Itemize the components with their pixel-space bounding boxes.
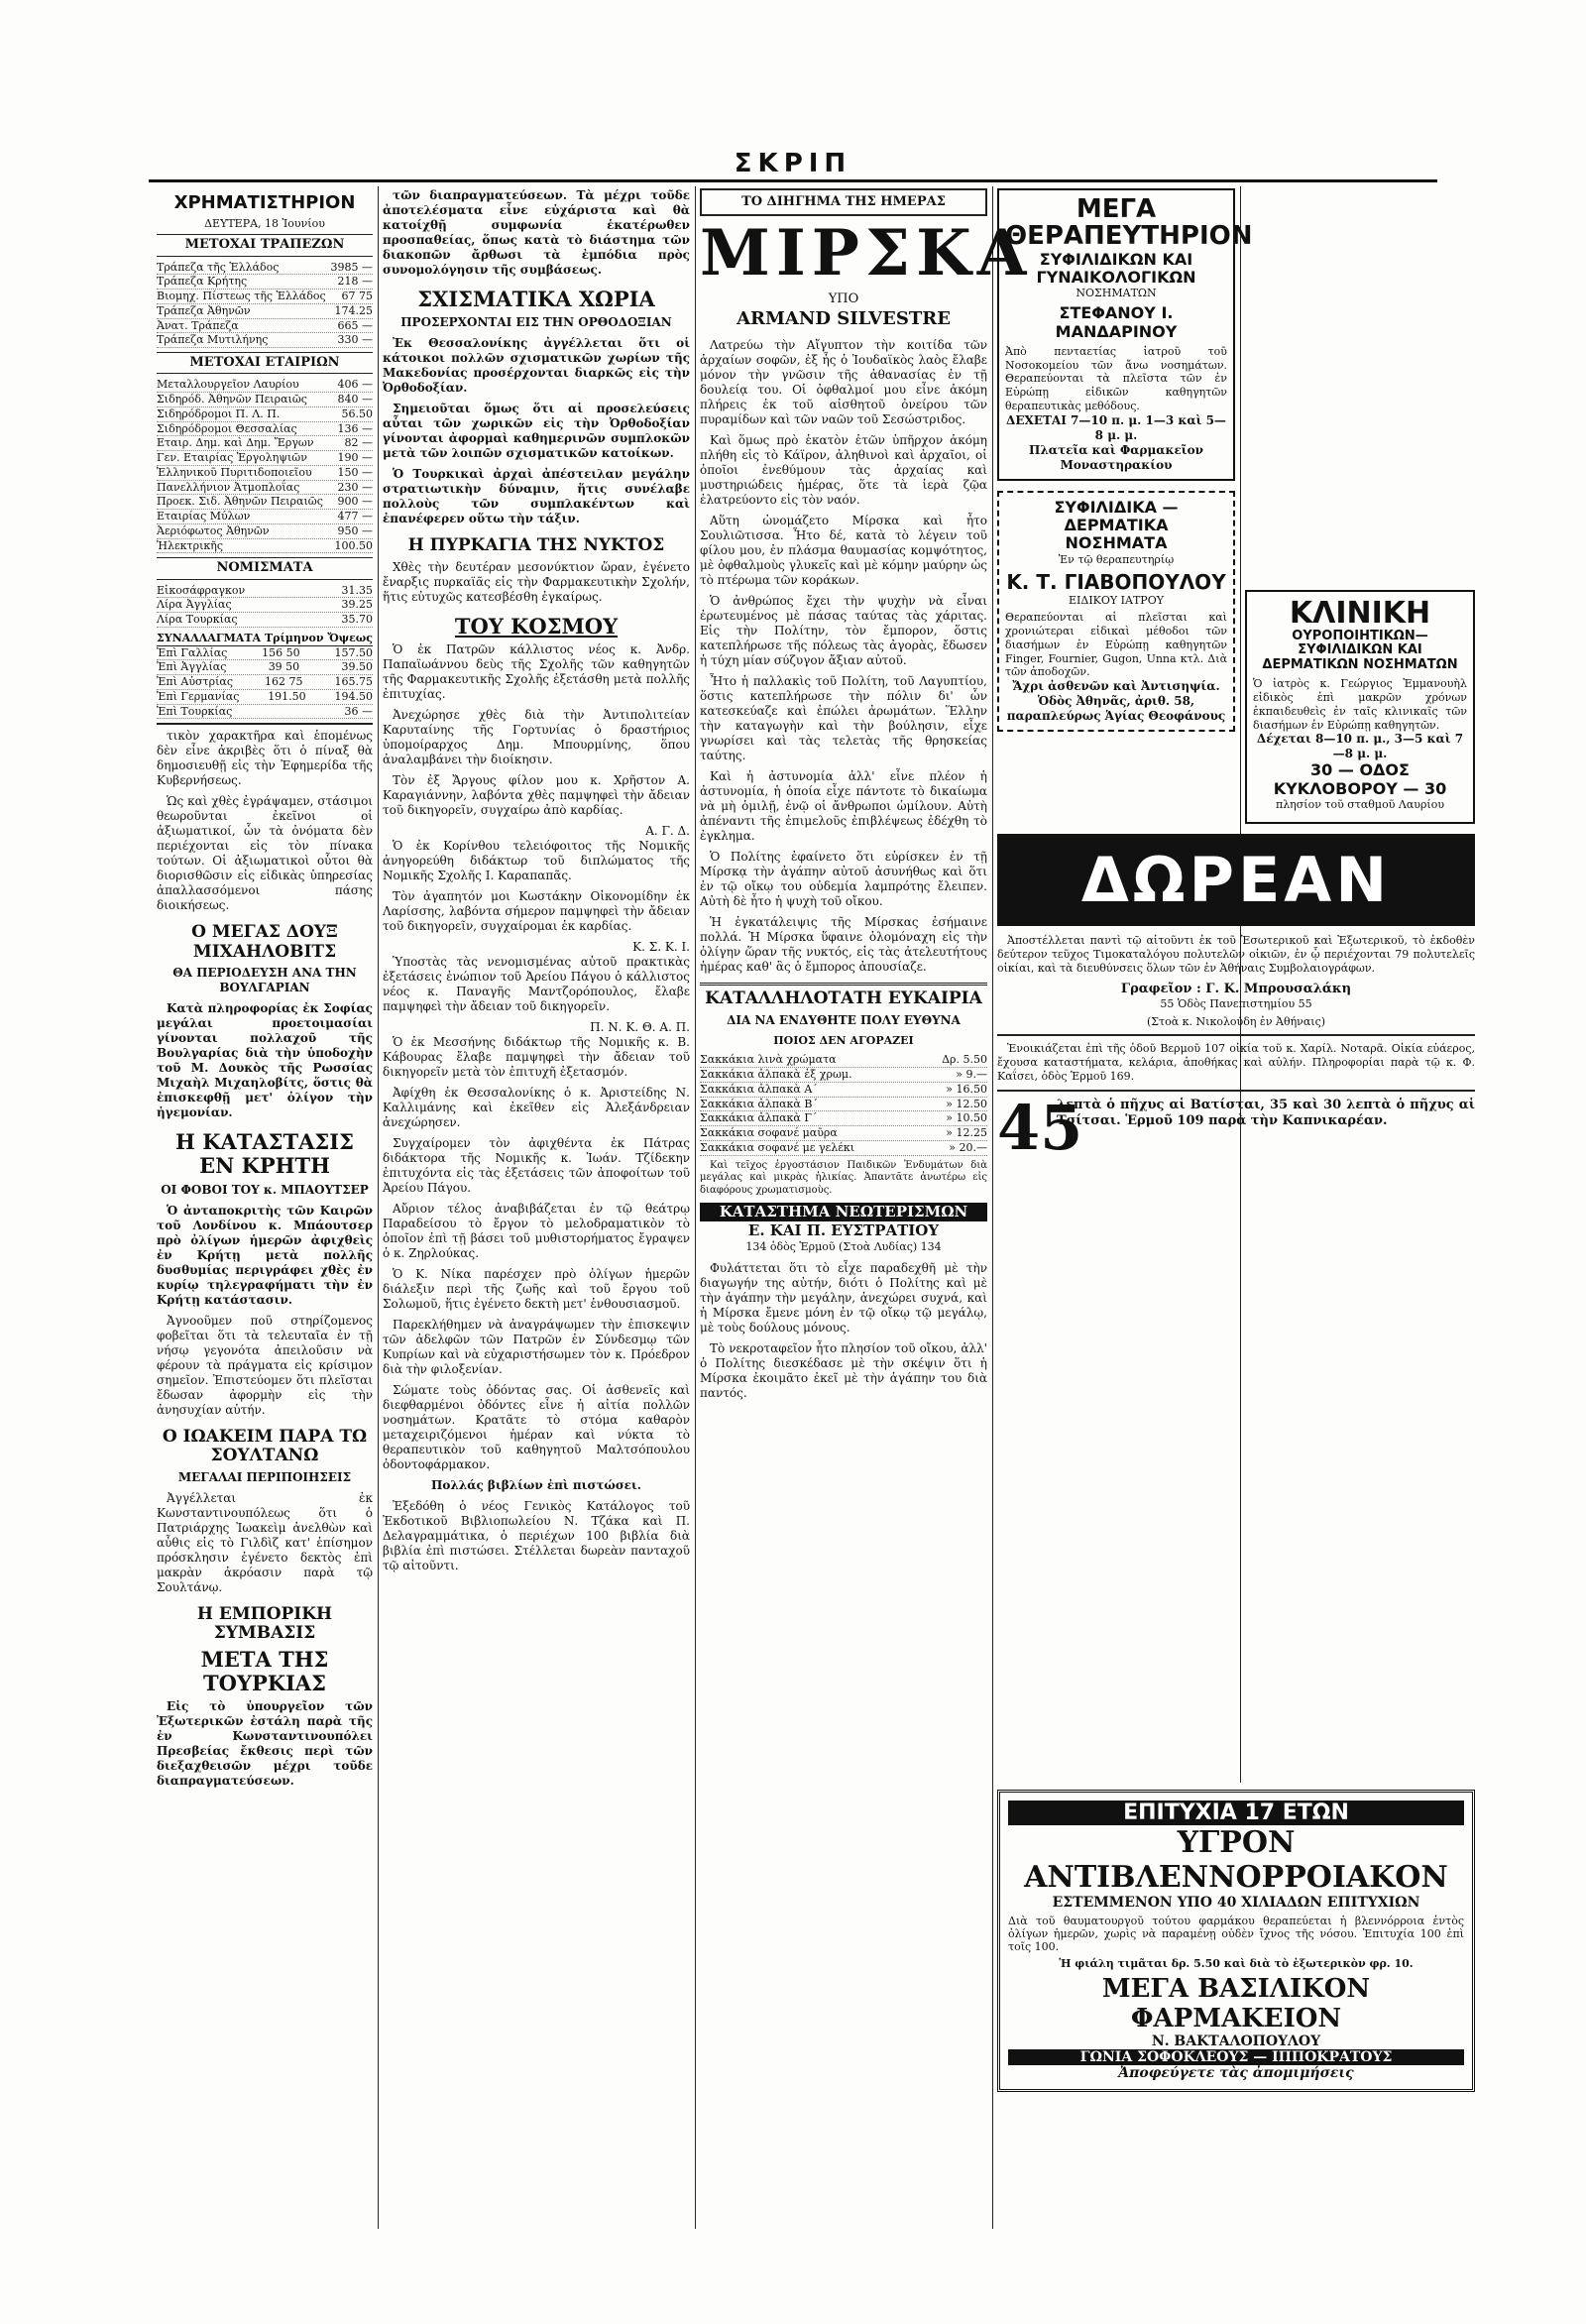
shop-address: 134 ὁδὸς Ἑρμοῦ (Στοὰ Λυδίας) 134 [745,1239,942,1253]
fx-heading: ΣΥΝΑΛΛΑΓΜΑΤΑ [157,631,262,644]
story-paragraph: Καὶ ἡ ἀστυνομία ἀλλ' εἶνε πλέον ἡ ἀστυνομία, ἡ ὁποία εἶχε πάντοτε τὸ δικαίωμα νὰ μὴ ὁμιλῇ, ἐνῷ οἱ ἄνθρωποι ὡμίλουν. Αὐτὴ ἀπέναντι τῆς ἐπιμελοῦς ἐπιβλέψεως ἐδέχθη τὸ ἐγκλημα. [700,769,987,843]
fabric-ad-text: λεπτὰ ὁ πῆχυς αἱ Βατίσται, 35 καὶ 30 λεπτὰ ὁ πῆχυς αἱ Τσίτσαι. Ἑρμοῦ 109 παρὰ τὴν Καπνικαρέαν. [1057,1097,1475,1128]
article-paragraph: Τὸν ἐξ Ἄργους φίλον μου κ. Χρῆστον Α. Καραγιάννην, λαβόντα χθὲς παμψηφεὶ τὴν ἄδειαν τοῦ δικηγορεῖν, συγχαίρω ἀπὸ καρδίας. [383,772,690,817]
subheadline-duke: ΘΑ ΠΕΡΙΟΔΕΥΣΗ ΑΝΑ ΤΗΝ ΒΟΥΛΓΑΡΙΑΝ [172,966,357,995]
article-paragraph: Σώματε τοὺς ὀδόντας σας. Οἱ ἀσθενεῖς καὶ διεφθαρμένοι ὀδόντες εἶνε ἡ αἰτία πολλῶν νοσημάτων. Κρατᾶτε τὸ στόμα καθαρὸν μεταχειριζόμενοι ἡμέραν καὶ νύκτα τὸ θεραπευτικὸν τοῦ καθηγητοῦ Μαλτσόπουλου ὀδοντοφάρμακον. [383,1382,690,1471]
pharmacy-ad-warning: Ἀποφεύγετε τὰς ἀπομιμήσεις [1118,2065,1354,2081]
company-row-name: Σιδηρόδρομοι Θεσσαλίας [157,421,297,435]
free-sign: Γραφεῖον : Γ. Κ. Μπρουσαλάκη [1120,981,1352,996]
bank-row-name: Τράπεζα Κρήτης [157,275,248,289]
company-row-value: 900 — [337,495,373,509]
fx-row-name: Ἐπὶ Τουρκίας [157,704,233,718]
column-1 [157,188,373,2221]
company-row-name: Πανελλήνιον Ἀτμοπλοΐας [157,480,300,494]
pharmacy-ad-product: ΥΓΡΟΝ ΑΝΤΙΒΛΕΝΝΟΡΡΟΙΑΚΟΝ [1024,1825,1448,1895]
company-row-value: 950 — [337,523,373,537]
companies-table [157,378,373,553]
company-row-value: 100.50 [334,538,373,552]
fx-row [157,690,373,705]
column-rule [992,186,993,2229]
bank-row [157,275,373,290]
story-of-day-box: ΤΟ ΔΙΗΓΗΜΑ ΤΗΣ ΗΜΕΡΑΣ [700,188,987,216]
ad-clinic [1245,590,1475,824]
fx-row [157,705,373,720]
fx-row [157,646,373,661]
company-row-value: 230 — [337,480,373,494]
company-row-name: Μεταλλουργεῖον Λαυρίου [157,378,299,392]
story-paragraph: Τὸ νεκροταφεῖον ἦτο πλησίον τοῦ οἴκου, ἀλλ' ὁ Πολίτης διεσκέδασε μὲ τὴν σκέψιν ὅτι ἡ Μίρσκα ἐκοιμᾶτο ἐκεῖ μὲ τὴν ἀγάπην του διὰ παντός. [700,1341,987,1401]
bank-row-value: 174.25 [334,303,373,317]
fx-col-a: Τρίμηνον [264,631,324,644]
bank-row [157,319,373,334]
company-row [157,393,373,407]
books-heading: Πολλάς βιβλίων ἐπὶ πιστώσει. [431,1477,641,1492]
company-row [157,407,373,422]
ads-left [997,188,1253,834]
ad-therapy-text: Ἀπὸ πενταετίας ἰατροῦ τοῦ Νοσοκομείου τῶν ἄνω νοσημάτων. Θεραπεύονται τὰ πλεῖστα τῶν ἐν Εὐρώπῃ εἰδικῶν καθηγητῶν θεραπευτικὰς μεθόδους. [1005,344,1227,412]
company-row-value: 406 — [337,378,373,392]
fx-table [157,646,373,720]
signature: Κ. Σ. Κ. Ι. [632,939,690,954]
article-paragraph: Τὸν ἀγαπητόν μοι Κωστάκην Οἰκονομίδην ἐκ Λαρίσσης, λαβόντα σήμερον παμψηφεὶ τὴν ἄδειαν τοῦ δικηγορεῖν, συγχαίρομαι ἐκ καρδίας. [383,888,690,933]
currency-row-name: Εἰκοσάφραγκον [157,583,246,597]
ad-therapy [997,188,1253,481]
bank-row [157,290,373,304]
price-row-price: » 10.50 [946,1111,987,1125]
company-row-name: Προεκ. Σιδ. Ἀθηνῶν Πειραιῶς [157,495,323,509]
company-row [157,451,373,466]
ad-syphilis-role: ΕΙΔΙΚΟΥ ΙΑΤΡΟΥ [1069,593,1164,607]
rent-text: Ἐνοικιάζεται ἐπὶ τῆς ὁδοῦ Βερμοῦ 107 οἰκία τοῦ κ. Χαρίλ. Νοταρᾶ. Οἰκία εὐάερος, ἔχουσα καταστήματα, κελάρια, ἀποθήκας καὶ αὐλήν. Πληροφορίαι παρὰ τῷ κ. Φ. Καΐσει, ὁδὸς Ἑρμοῦ 169. [997,1042,1475,1083]
company-row-value: 82 — [344,436,373,450]
subheadline-iakeim: ΜΕΓΑΛΑΙ ΠΕΡΙΠΟΙΗΣΕΙΣ [177,1469,352,1484]
company-row [157,378,373,393]
price-row-name: Σακκάκια λινὰ χρώματα [700,1053,837,1067]
price-row [700,1126,987,1141]
story-author: ARMAND SILVESTRE [736,307,951,329]
ad-syphilis [997,491,1235,732]
column-3 [700,188,1033,2221]
ad-syphilis-hours: Ἄχρι ἀσθενῶν καὶ Ἀντισηψία. [1012,679,1220,694]
company-row [157,539,373,554]
bank-row-name: Βιομηχ. Πίστεως τῆς Ἑλλάδος [157,290,326,302]
fx-row-name: Ἐπὶ Αὐστρίας [157,675,234,688]
masthead-title: ΣΚΡΙΠ [734,149,852,178]
ad-syphilis-name: Κ. Τ. ΓΙΑΒΟΠΟΥΛΟΥ [1006,569,1226,594]
fx-row-b: 194.50 [334,689,373,703]
article-paragraph: Αὔριον τέλος ἀναβιβάζεται ἐν τῷ θεάτρῳ Παραδείσου τὸ ἔργον τὸ μελοδραματικὸν τὸ ὁποῖον ἐπὶ τῇ βάσει τοῦ μυθιστορήματος ἔγραψεν ὁ κ. Ζηρλούκας. [383,1201,690,1260]
exchange-title: ΧΡΗΜΑΤΙΣΤΗΡΙΟΝ [173,192,356,213]
article-paragraph: Ὑποστὰς τὰς νενομισμένας αὐτοῦ πρακτικὰς ἐξετάσεις ἐνώπιον τοῦ Ἀρείου Πάγου ὁ κάλλιστος νέος κ. Παναγῆς Μαντζορόπουλος, ἔλαβε παμψηφεὶ τὴν ἄδειαν τοῦ δικηγορεῖν. [383,954,690,1013]
shop-owner: Ε. ΚΑΙ Π. ΕΥΣΤΡΑΤΙΟΥ [747,1220,940,1239]
story-paragraph: Ἦτο ἡ παλλακὶς τοῦ Πολίτη, τοῦ Λαγυπτίου, ὅστις κατεπλήρωσε τὴν πόλιν δι' ὧν κατεσκεύαζε καὶ ἐπώλει ἀρωμάτων. Ἕλλην τὴν καταγωγὴν καὶ τὴν βούλησιν, εἶχε γνωρίσει καὶ τὰς τελετὰς τῆς θρησκείας ταύτης. [700,674,987,762]
fx-row-name: Ἐπὶ Γαλλίας [157,645,228,659]
article-paragraph: τικὸν χαρακτῆρα καὶ ἑπομένως δὲν εἶνε ἀκριβὲς ὅτι ὁ πίναξ θὰ δημοσιευθῇ εἰς τὴν Ἐφημερίδα τῆς Κυβερνήσεως. [157,729,373,788]
ad-therapy-hours: ΔΕΧΕΤΑΙ 7—10 π. μ. 1—3 καὶ 5—8 μ. μ. [1006,412,1226,442]
price-row [700,1141,987,1156]
signature: Α. Γ. Δ. [645,823,690,838]
free-address: 55 Ὁδὸς Πανεπιστημίου 55 [1160,996,1312,1010]
pharmacy-ad-corner: ΓΩΝΙΑ ΣΟΦΟΚΛΕΟΥΣ — ΙΠΠΟΚΡΑΤΟΥΣ [1008,2049,1464,2065]
fx-row-b: 36 — [344,704,373,718]
story-paragraph: Ὁ ἀνθρώπος ἔχει τὴν ψυχὴν νὰ εἶναι ἐρωτευμένος μὲ πάσας ταύτας τὰς χάριτας. Εἰς τὴν Πολίτην, τὸν ἔμπορον, ὅστις κατεπλήρωσε τῆς πόλεως τὰς ἀγορὰς, ἔδωσεν ἡ τύχη μίαν σύζυγον ἄξιαν αὐτοῦ. [700,594,987,667]
currency-row-name: Λίρα Ἀγγλίας [157,598,232,612]
bank-row-value: 218 — [337,275,373,289]
bank-row-name: Τράπεζα Ἀθηνῶν [157,303,251,317]
free-address2: (Στοὰ κ. Νικολούδη ἐν Ἀθήναις) [1146,1014,1326,1028]
ad-clinic-text: Ὁ ἰατρὸς κ. Γεώργιος Ἐμμανουὴλ εἰδικὸς ἐπὶ μακρῶν χρόνων ἐκπαιδευθεὶς ἐν ταῖς κλινικαῖς τῶν διασήμων ἐν Εὐρώπῃ καθηγητῶν. [1253,677,1467,732]
column-2 [383,188,690,2221]
pharmacy-ad-tagline: ΕΣΤΕΜΜΕΝΟΝ ΥΠΟ 40 ΧΙΛΙΑΔΩΝ ΕΠΙΤΥΧΙΩΝ [1052,1895,1420,1911]
subheadline-crete: ΟΙ ΦΟΒΟΙ ΤΟΥ κ. ΜΠΑΟΥΤΣΕΡ [161,1182,369,1197]
article-paragraph: Συγχαίρομεν τὸν ἀφιχθέντα ἐκ Πάτρας διδάκτορα τῆς Νομικῆς κ. Ἰωάν. Τζίδεκην ἐπιτυχόντα εἰς τὰς ἐξετάσεις τῶν ἀποφοίτων τοῦ Ἀρείου Πάγου. [383,1135,690,1195]
article-paragraph: Ὁ Τουρκικαὶ ἀρχαὶ ἀπέστειλαν μεγάλην στρατιωτικὴν δύναμιν, ἥτις συνέλαβε πολλοὺς τῶν συμπλακέντων καὶ ἐπανέφερεν οὕτω τὴν τάξιν. [383,467,690,526]
company-row-name: Εταιρίας Μύλων [157,510,251,523]
fabric-ad [997,1091,1475,1164]
company-row-value: 150 — [337,465,373,479]
ad-syphilis-address: Ὁδὸς Ἀθηνᾶς, ἀριθ. 58, παραπλεύρως Ἁγίας Θεοφάνους [1006,694,1226,724]
fx-row-a: 156 50 [262,645,300,659]
company-row-name: Σιδηρόδ. Ἀθηνῶν Πειραιῶς [157,393,307,406]
price-row-name: Σακκάκια σοφανέ με γελέκι [700,1140,855,1154]
column-rule [695,186,696,2229]
ad-syphilis-text: Θεραπεύονται αἱ πλεῖσται καὶ χρονιώτεραι εἰδικαὶ μέθοδοι τῶν διασήμων ἐν Εὐρώπῃ καθηγητῶν Finger, Fournier, Gugon, Unna κτλ. Διὰ τῶν ἀποδοχῶν. [1005,611,1227,679]
article-paragraph: Ὁ ἐκ Πατρῶν κάλλιστος νέος κ. Ἀνδρ. Παπαϊωάννου δεὺς τῆς Σχολῆς τῶν καθηγητῶν τῆς Φαρμακευτικῆς Σχολῆς ἐξετάσθη μετὰ πολλῆς ἐπιτυχίας. [383,641,690,701]
currency-row [157,584,373,599]
ads-right [1245,188,1475,834]
fx-row-a: 39 50 [268,660,300,674]
bank-row-value: 3985 — [330,260,373,274]
story-paragraph: Φυλάττεται ὅτι τὸ εἶχε παραδεχθῆ μὲ τὴν διαγωγήν της αὐτήν, διότι ὁ Πολίτης καὶ μὲ τὴν ἀγάπην τὴν μεγάλην, ἀνεχώρει συχνά, καὶ ἡ Μίρσκα ἔμενε μόνη ἐν τῷ οἴκῳ τῷ μεγάλῳ, μὲ τοὺς δούλους μόνους. [700,1261,987,1336]
price-row-price: » 12.50 [946,1097,987,1110]
ad-therapy-address: Πλατεῖα καὶ Φαρμακεῖον Μοναστηρακίου [1029,442,1203,472]
free-text: Ἀποστέλλεται παντὶ τῷ αἰτοῦντι ἐκ τοῦ Ἐσωτερικοῦ καὶ Ἐξωτερικοῦ, τὸ ἐκδοθὲν δεύτερον τεῦχος Τιμοκαταλόγου πολυτελῶν οἰκιῶν, ἐν ᾧ περιέχονται 79 πολυτελεῖς οἰκίαι, καὶ τὰ διευθύνσεις ὅλων τῶν ἐν Ἀθήναις Συμβολαιογράφων. [997,934,1475,975]
company-row-name: Ἑλληνικοῦ Πυριτιδοποιεῖου [157,465,312,479]
company-row-name: Γεν. Εταιρίας Ἐργοληψιῶν [157,451,307,464]
company-row-name: Ἠλεκτρικῆς [157,538,224,552]
clothing-ad-title: ΚΑΤΑΛΛΗΛΟΤΑΤΗ ΕΥΚΑΙΡΙΑ [705,988,982,1008]
fabric-ad-number: 45 [997,1091,1083,1164]
article-paragraph: Ὁ ἐκ Κορίνθου τελειόφοιτος τῆς Νομικῆς ἀνηγορεύθη διδάκτωρ τοῦ διπλώματος τῆς Νομικῆς Σχολῆς Ι. Καραπαπᾶς. [383,838,690,882]
exchange-date: ΔΕΥΤΕΡΑ, 18 Ἰουνίου [204,216,325,230]
price-row [700,1068,987,1083]
story-paragraph: Αὕτη ὠνομάζετο Μίρσκα καὶ ἦτο Σουλιῶτισσα. Ἦτο δέ, κατὰ τὸ λέγειν τοῦ φίλου μου, ἐν πλάσμα θαυμασίας κομψότητος, μὲ ὀφθαλμοὺς γλυκεῖς καὶ μὲ κόμην μαύρην ὡς τὸ πτέρωμα τῶν κοράκων. [700,514,987,587]
bank-row-name: Τράπεζα Μυτιλήνης [157,333,269,347]
company-row [157,422,373,437]
company-row-value: 136 — [337,421,373,435]
pharmacy-ad-price: Ἡ φιάλη τιμᾶται δρ. 5.50 καὶ διὰ τὸ ἐξωτερικὸν φρ. 10. [1059,1957,1414,1970]
article-paragraph: Εἰς τὸ ὑπουργεῖον τῶν Ἐξωτερικῶν ἐστάλη παρὰ τῆς ἐν Κωνσταντινουπόλει Πρεσβείας ἔκθεσις περὶ τῶν διεξαχθεισῶν μέχρι τοῦδε διαπραγματεύσεων. [157,1699,373,1789]
article-paragraph: τῶν διαπραγματεύσεων. Τὰ μέχρι τοῦδε ἀποτελέσματα εἶνε εὐχάριστα καὶ θὰ κατοίχθῇ συμφωνία ἑκατέρωθεν προσπαθείας, ὅπως κατὰ τὸ διάστημα τῶν διακοπῶν ἄρθωσι τὰ ἐμπόδια πρὸς συνομολόγησιν τῆς συμβάσεως. [383,188,690,277]
currency-row [157,613,373,628]
headline-fire: Η ΠΥΡΚΑΓΙΑ ΤΗΣ ΝΥΚΤΟΣ [407,535,665,556]
fx-row-name: Ἐπὶ Γερμανίας [157,689,240,703]
company-row [157,524,373,539]
headline-iakeim: Ο ΙΩΑΚΕΙΜ ΠΑΡΑ ΤΩ ΣΟΥΛΤΑΝΩ [162,1426,368,1466]
fx-row-b: 157.50 [334,645,373,659]
pharmacy-ad-owner: Ν. ΒΑΚΤΑΛΟΠΟΥΛΟΥ [1151,2034,1321,2049]
story-paragraph: Ἡ ἐγκατάλειψις τῆς Μίρσκας ἐσήμαινε πολλά. Ἡ Μίρσκα ὕφαινε ὁλομόναχη εἰς τὴν ὀλίγην ὥραν τῆς νυκτός, εἰς τὰς ἀτελευτήτους ἡμέρας καθ' ἃς ὁ ἔμπορος ἀπουσίαζε. [700,915,987,974]
price-row-name: Σακκάκια ἀλπακὰ Β΄ [700,1097,818,1110]
price-row-name: Σακκάκια ἀλπακὰ Γ΄ [700,1111,818,1125]
ad-syphilis-sub: ΝΟΣΗΜΑΤΑ [1065,533,1168,553]
column-ads [997,188,1475,1785]
story-paragraph: Λατρεύω τὴν Αἴγυπτον τὴν κοιτίδα τῶν ἀρχαίων σοφῶν, ἐξ ἧς ὁ Ἰουδαϊκὸς λαὸς ἔλαβε μόνον τὴν γνῶσιν τῆς ἀθανασίας ἐν τῇ δουλείᾳ του. Οἱ ὀφθαλμοί μου εἶνε ἀκόμη πλήρεις ἐκ τοῦ αἰσθητοῦ ὀνείρου τῶν πυραμίδων καὶ τῶν ναῶν τοῦ Σεσώστριδος. [700,338,987,426]
currency-row-name: Λίρα Τουρκίας [157,613,238,626]
company-row [157,495,373,510]
headline-crete: Η ΚΑΤΑΣΤΑΣΙΣ ΕΝ ΚΡΗΤΗ [175,1129,354,1179]
article-paragraph: Ἀγγέλλεται ἐκ Κωνσταντινουπόλεως ὅτι ὁ Πατριάρχης Ἰωακεὶμ ἀνελθὼν καὶ αὖθις εἰς τὸ Γιλδὶζ κατ' ἐπίσημον πρόσκλησιν ἐγένετο δεκτὸς ἐπὶ μακρὰν ἀκρόασιν παρὰ τῷ Σουλτάνῳ. [157,1490,373,1594]
article-paragraph: Ὁ Κ. Νίκα παρέσχεν πρὸ ὀλίγων ἡμερῶν διάλεξιν περὶ τῆς ζωῆς καὶ τοῦ ἔργου τοῦ Σολωμοῦ, ἥτις ἐγένετο δεκτὴ μετ' ἐνθουσιασμοῦ. [383,1266,690,1311]
article-paragraph: Ἀγνοοῦμεν ποῦ στηρίζομενος φοβεῖται ὅτι τὰ τελευταῖα ἐν τῇ νήσῳ γεγονότα ἀπειλοῦσιν νὰ φέρουν τὰ πράγματα εἰς κρίσιμον σημεῖον. Ἐπιστεύομεν ὅτι πλεῖσται ἔδωσαν ἀφορμὴν εἰς τὴν ἀνησυχίαν αὐτήν. [157,1313,373,1417]
headline-world: ΤΟΥ ΚΟΣΜΟΥ [454,613,619,639]
company-row [157,510,373,524]
price-row-name: Σακκάκια ἀλπακὰ Α΄ [700,1082,818,1096]
price-row-price: » 9.— [956,1068,987,1082]
ad-therapy-sub2: ΝΟΣΗΜΑΤΩΝ [1076,287,1157,300]
article-paragraph: Κατὰ πληροφορίας ἐκ Σοφίας μεγάλαι προετοιμασίαι γίνονται πολλαχοῦ τῆς Βουλγαρίας διὰ τὴν ὑποδοχὴν τοῦ Μ. Δουκὸς τῆς Ρωσσίας Μιχαὴλ Μιχαηλοβίτς, ὅστις θὰ ἐπισκεφθῇ μετ' ὀλίγον τὴν ἡγεμονίαν. [157,1001,373,1120]
price-row-name: Σακκάκια σοφανέ μαῦρα [700,1126,838,1140]
article-paragraph: Ἀφίχθη ἐκ Θεσσαλονίκης ὁ κ. Ἀριστείδης Ν. Καλλιμάνης καὶ ἐκεῖθεν εἰς Ἀλεξάνδρειαν ἀνεχώρησεν. [383,1085,690,1129]
fx-row-b: 39.50 [341,660,373,674]
banks-heading: ΜΕΤΟΧΑΙ ΤΡΑΠΕΖΩΝ [157,234,373,256]
company-row-value: 190 — [337,451,373,464]
bank-row-name: Τράπεζα τῆς Ἑλλάδος [157,260,280,274]
currency-row [157,598,373,613]
clothing-price-list [700,1053,987,1155]
article-paragraph: Ὁ ἐκ Μεσσήνης διδάκτωρ τῆς Νομικῆς κ. Β. Κάβουρας ἔλαβε παμψηφεὶ τὴν ἄδειαν τοῦ δικηγορεῖν μετὰ τὸν ἐπιτυχῆ ἐξετασμόν. [383,1034,690,1079]
pharmacy-ad-name: ΜΕΓΑ ΒΑΣΙΛΙΚΟΝ ΦΑΡΜΑΚΕΙΟΝ [1101,1974,1371,2034]
masthead [149,149,1437,182]
price-row [700,1098,987,1112]
ad-therapy-title: ΜΕΓΑ ΘΕΡΑΠΕΥΤΗΡΙΟΝ [1005,194,1253,252]
companies-heading: ΜΕΤΟΧΑΙ ΕΤΑΙΡΙΩΝ [157,352,373,374]
fx-row-a: 162 75 [265,675,303,688]
subheadline-trade: ΜΕΤΑ ΤΗΣ ΤΟΥΡΚΙΑΣ [200,1646,329,1695]
bank-row-value: 665 — [337,318,373,332]
fx-row [157,675,373,690]
fx-row [157,660,373,675]
price-row [700,1111,987,1126]
currency-row-value: 31.35 [341,583,373,597]
currency-table [157,584,373,628]
bank-row-value: 67 75 [341,290,373,302]
ad-clinic-title: ΚΛΙΝΙΚΗ [1289,596,1431,631]
company-row-value: 56.50 [341,407,373,420]
free-banner: ΔΩΡΕΑΝ [997,834,1475,927]
column-rule [378,186,379,2229]
article-paragraph: Ἐκ Θεσσαλονίκης ἀγγέλλεται ὅτι οἱ κάτοικοι πολλῶν σχισματικῶν χωρίων τῆς Μακεδονίας προσέρχονται διαρκῶς εἰς τὴν Ὀρθοδοξίαν. [383,336,690,396]
story-byline: ΥΠΟ [828,291,859,307]
fx-row-name: Ἐπὶ Ἀγγλίας [157,660,227,674]
ad-therapy-name: ΣΤΕΦΑΝΟΥ Ι. ΜΑΝΔΑΡΙΝΟΥ [1055,303,1178,341]
pharmacy-ad-success: ΕΠΙΤΥΧΙΑ 17 ΕΤΩΝ [1008,1801,1464,1825]
price-row-name: Σακκάκια ἀλπακὰ ἐξ χρωμ. [700,1068,852,1082]
ad-clinic-address: 30 — ΟΔΟΣ ΚΥΚΛΟΒΟΡΟΥ — 30 [1273,760,1447,798]
clothing-ad [700,983,987,1253]
clothing-ad-sub: ΔΙΑ ΝΑ ΕΝΔΥΘΗΤΕ ΠΟΛΥ ΕΥΘΥΝΑ [727,1012,961,1027]
story-paragraph: Ὁ Πολίτης ἐφαίνετο ὅτι εὑρίσκεν ἐν τῇ Μίρσκᾳ τὴν ἀγάπην αὐτοῦ ἀσυνήθως καὶ ὅτι ἐν τῷ οἴκῳ του οὐδεμία λαμπρότης ἔλειπεν. Αὐτὴ δὲ ἦτο ἡ ψυχὴ τοῦ οἴκου. [700,850,987,908]
currency-row-value: 39.25 [341,598,373,612]
ad-therapy-sub: ΣΥΦΙΛΙΔΙΚΩΝ ΚΑΙ ΓΥΝΑΙΚΟΛΟΓΙΚΩΝ [1036,249,1196,287]
article-paragraph: Χθὲς τὴν δευτέραν μεσονύκτιον ὥραν, ἐγένετο ἔναρξις πυρκαϊᾶς εἰς τὴν Φαρμακευτικὴν Σχολήν, ἥτις εὐτυχῶς κατεσβέσθη ἐγκαίρως. [383,559,690,604]
company-row [157,436,373,451]
pharmacy-ad [997,1790,1475,2092]
price-row-price: » 12.25 [946,1126,987,1140]
company-row [157,466,373,481]
ad-clinic-hours: Δέχεται 8—10 π. μ., 3—5 καὶ 7—8 μ. μ. [1256,732,1464,761]
fx-col-b: Ὄψεως [327,631,373,644]
company-row-name: Εταιρ. Δημ. καὶ Δημ. Ἔργων [157,436,314,450]
clothing-ad-note: Καὶ τεῖχος ἐργοστάσιον Παιδικῶν Ἐνδυμάτων διὰ μεγάλας καὶ μικρὰς ἡλικίας. Ἀπαντᾶτε ἀνωτέρω εἰς διαφόρους χρωματισμοὺς. [700,1159,987,1196]
signature: Π. Ν. Κ. Θ. Α. Π. [590,1019,690,1034]
shop-name: ΚΑΤΑΣΤΗΜΑ ΝΕΩΤΕΡΙΣΜΩΝ [700,1203,987,1221]
fx-row-a: 191.50 [268,689,306,703]
fx-row-b: 165.75 [334,675,373,688]
headline-trade: Η ΕΜΠΟΡΙΚΗ ΣΥΜΒΑΣΙΣ [196,1603,333,1644]
subheadline-schism: ΠΡΟΣΕΡΧΟΝΤΑΙ ΕΙΣ ΤΗΝ ΟΡΘΟΔΟΞΙΑΝ [400,315,672,330]
article-paragraph: Ἐξεδόθη ὁ νέος Γενικὸς Κατάλογος τοῦ Ἐκδοτικοῦ Βιβλιοπωλείου Ν. Τζάκα καὶ Π. Δελαγραμμάτικα, ὁ περιέχων 100 βιβλία διὰ βιβλία ἐπὶ πιστώσει. Στέλλεται δωρεὰν πανταχοῦ τῷ αἰτοῦντι. [383,1498,690,1572]
company-row [157,481,373,496]
pharmacy-ad-text: Διὰ τοῦ θαυματουργοῦ τούτου φαρμάκου θεραπεύεται ἡ βλεννόρροια ἐντὸς ὀλίγων ἡμερῶν, χωρὶς νὰ παραμένῃ οὐδὲν ἴχνος τῆς νόσου. Ἐπιτυχία 100 ἐπὶ τοῖς 100. [1008,1915,1464,1953]
ad-clinic-sub: ΟΥΡΟΠΟΙΗΤΙΚΩΝ—ΣΥΦΙΛΙΔΙΚΩΝ ΚΑΙ ΔΕΡΜΑΤΙΚΩΝ ΝΟΣΗΜΑΤΩΝ [1262,628,1458,673]
story-title: ΜΙΡΣΚΑ [700,216,1033,291]
story-paragraph: Καὶ ὅμως πρὸ ἑκατὸν ἐτῶν ὑπῆρχον ἀκόμη πλήθη εἰς τὸ Κάϊρον, ἀληθινοὶ καὶ ἀρχαῖοι, οἱ ὁποῖοι ἐνεθύμουν τὰς ἀρχαίας καὶ μυστηριώδεις ἡμέρας, ὅτε τὰ ἱερὰ ζῷα ἐλατρεύοντο εἰς τὸν ναόν. [700,433,987,507]
bank-row [157,333,373,348]
article-paragraph: Ὡς καὶ χθὲς ἐγράψαμεν, στάσιμοι θεωροῦνται ἐκεῖνοι οἱ ἀξιωματικοί, ὧν τὰ ὀνόματα δὲν περιέχονται εἰς τὸν πίνακα τούτων. Οἱ ἀξιωματικοὶ οὗτοι θὰ διορισθῶσιν εἰς εἰδικὰς ὑπηρεσίας ἀπαλλασσόμενοι πάσης διοικήσεως. [157,794,373,913]
bank-row-name: Ἀνατ. Τράπεζα [157,318,239,332]
company-row-value: 840 — [337,393,373,406]
price-row [700,1053,987,1068]
bank-row [157,261,373,276]
price-row-price: » 16.50 [946,1082,987,1096]
clothing-ad-sub2: ΠΟΙΟΣ ΔΕΝ ΑΓΟΡΑΖΕΙ [773,1033,914,1047]
banks-table [157,261,373,349]
company-row-name: Ἀεριόφωτος Ἀθηνῶν [157,523,270,537]
headline-schism: ΣΧΙΣΜΑΤΙΚΑ ΧΩΡΙΑ [417,287,655,311]
ad-syphilis-sub2: Ἐν τῷ θεραπευτηρίῳ [1058,552,1175,566]
article-paragraph: Σημειοῦται ὅμως ὅτι αἱ προσελεύσεις αὗται τῶν χωρικῶν εἰς τὴν Ὀρθοδοξίαν γίνονται ἀφορμαὶ καθημερινῶν συμπλοκῶν μετὰ τῶν λοιπῶν σχισματικῶν κατοίκων. [383,402,690,461]
company-row-name: Σιδηρόδρομοι Π. Λ. Π. [157,407,281,420]
article-paragraph: Ὁ ἀνταποκριτὴς τῶν Καιρῶν τοῦ Λονδίνου κ. Μπάουτσερ πρὸ ὀλίγων ἡμερῶν ἀφιχθεὶς ἐν Κρήτῃ μετὰ πολλῆς δυσθυμίας περιγράφει χθὲς ἐν κυρίῳ τηλεγραφήματι τὴν ἐν Κρήτῃ κατάστασιν. [157,1203,373,1307]
price-row-price: » 20.— [949,1140,987,1154]
price-row-price: Δρ. 5.50 [942,1053,987,1067]
bank-row [157,304,373,319]
article-paragraph: Παρεκλήθημεν νὰ ἀναγράψωμεν τὴν ἐπισκεψιν τῶν ἀδελφῶν τῶν Πατρῶν ἐν Σύνδεσμῳ τῶν Κυπρίων καὶ νὰ εὐχαριστήσωμεν τὸν κ. Πρόεδρον διὰ τὴν φιλοξενίαν. [383,1317,690,1376]
ad-syphilis-title: ΣΥΦΙΛΙΔΙΚΑ — ΔΕΡΜΑΤΙΚΑ [1054,497,1179,535]
currency-row-value: 35.70 [341,613,373,626]
currency-heading: ΝΟΜΙΣΜΑΤΑ [157,557,373,579]
price-row [700,1083,987,1098]
headline-duke: Ο ΜΕΓΑΣ ΔΟΥΞ ΜΙΧΑΗΛΟΒΙΤΣ [191,922,338,962]
company-row-value: 477 — [337,510,373,523]
fx-header [157,632,373,646]
bank-row-value: 330 — [337,333,373,347]
article-paragraph: Ἀνεχώρησε χθὲς διὰ τὴν Ἀντιπολιτείαν Καρυταίνης τῆς Γορτυνίας ὁ δραστήριος ὑπομοίραρχος Δημ. Μπουρμίνης, ὅπου ἀναλαμβάνει τὴν διοίκησιν. [383,707,690,766]
ad-clinic-address2: πλησίον τοῦ σταθμοῦ Λαυρίου [1275,798,1445,812]
